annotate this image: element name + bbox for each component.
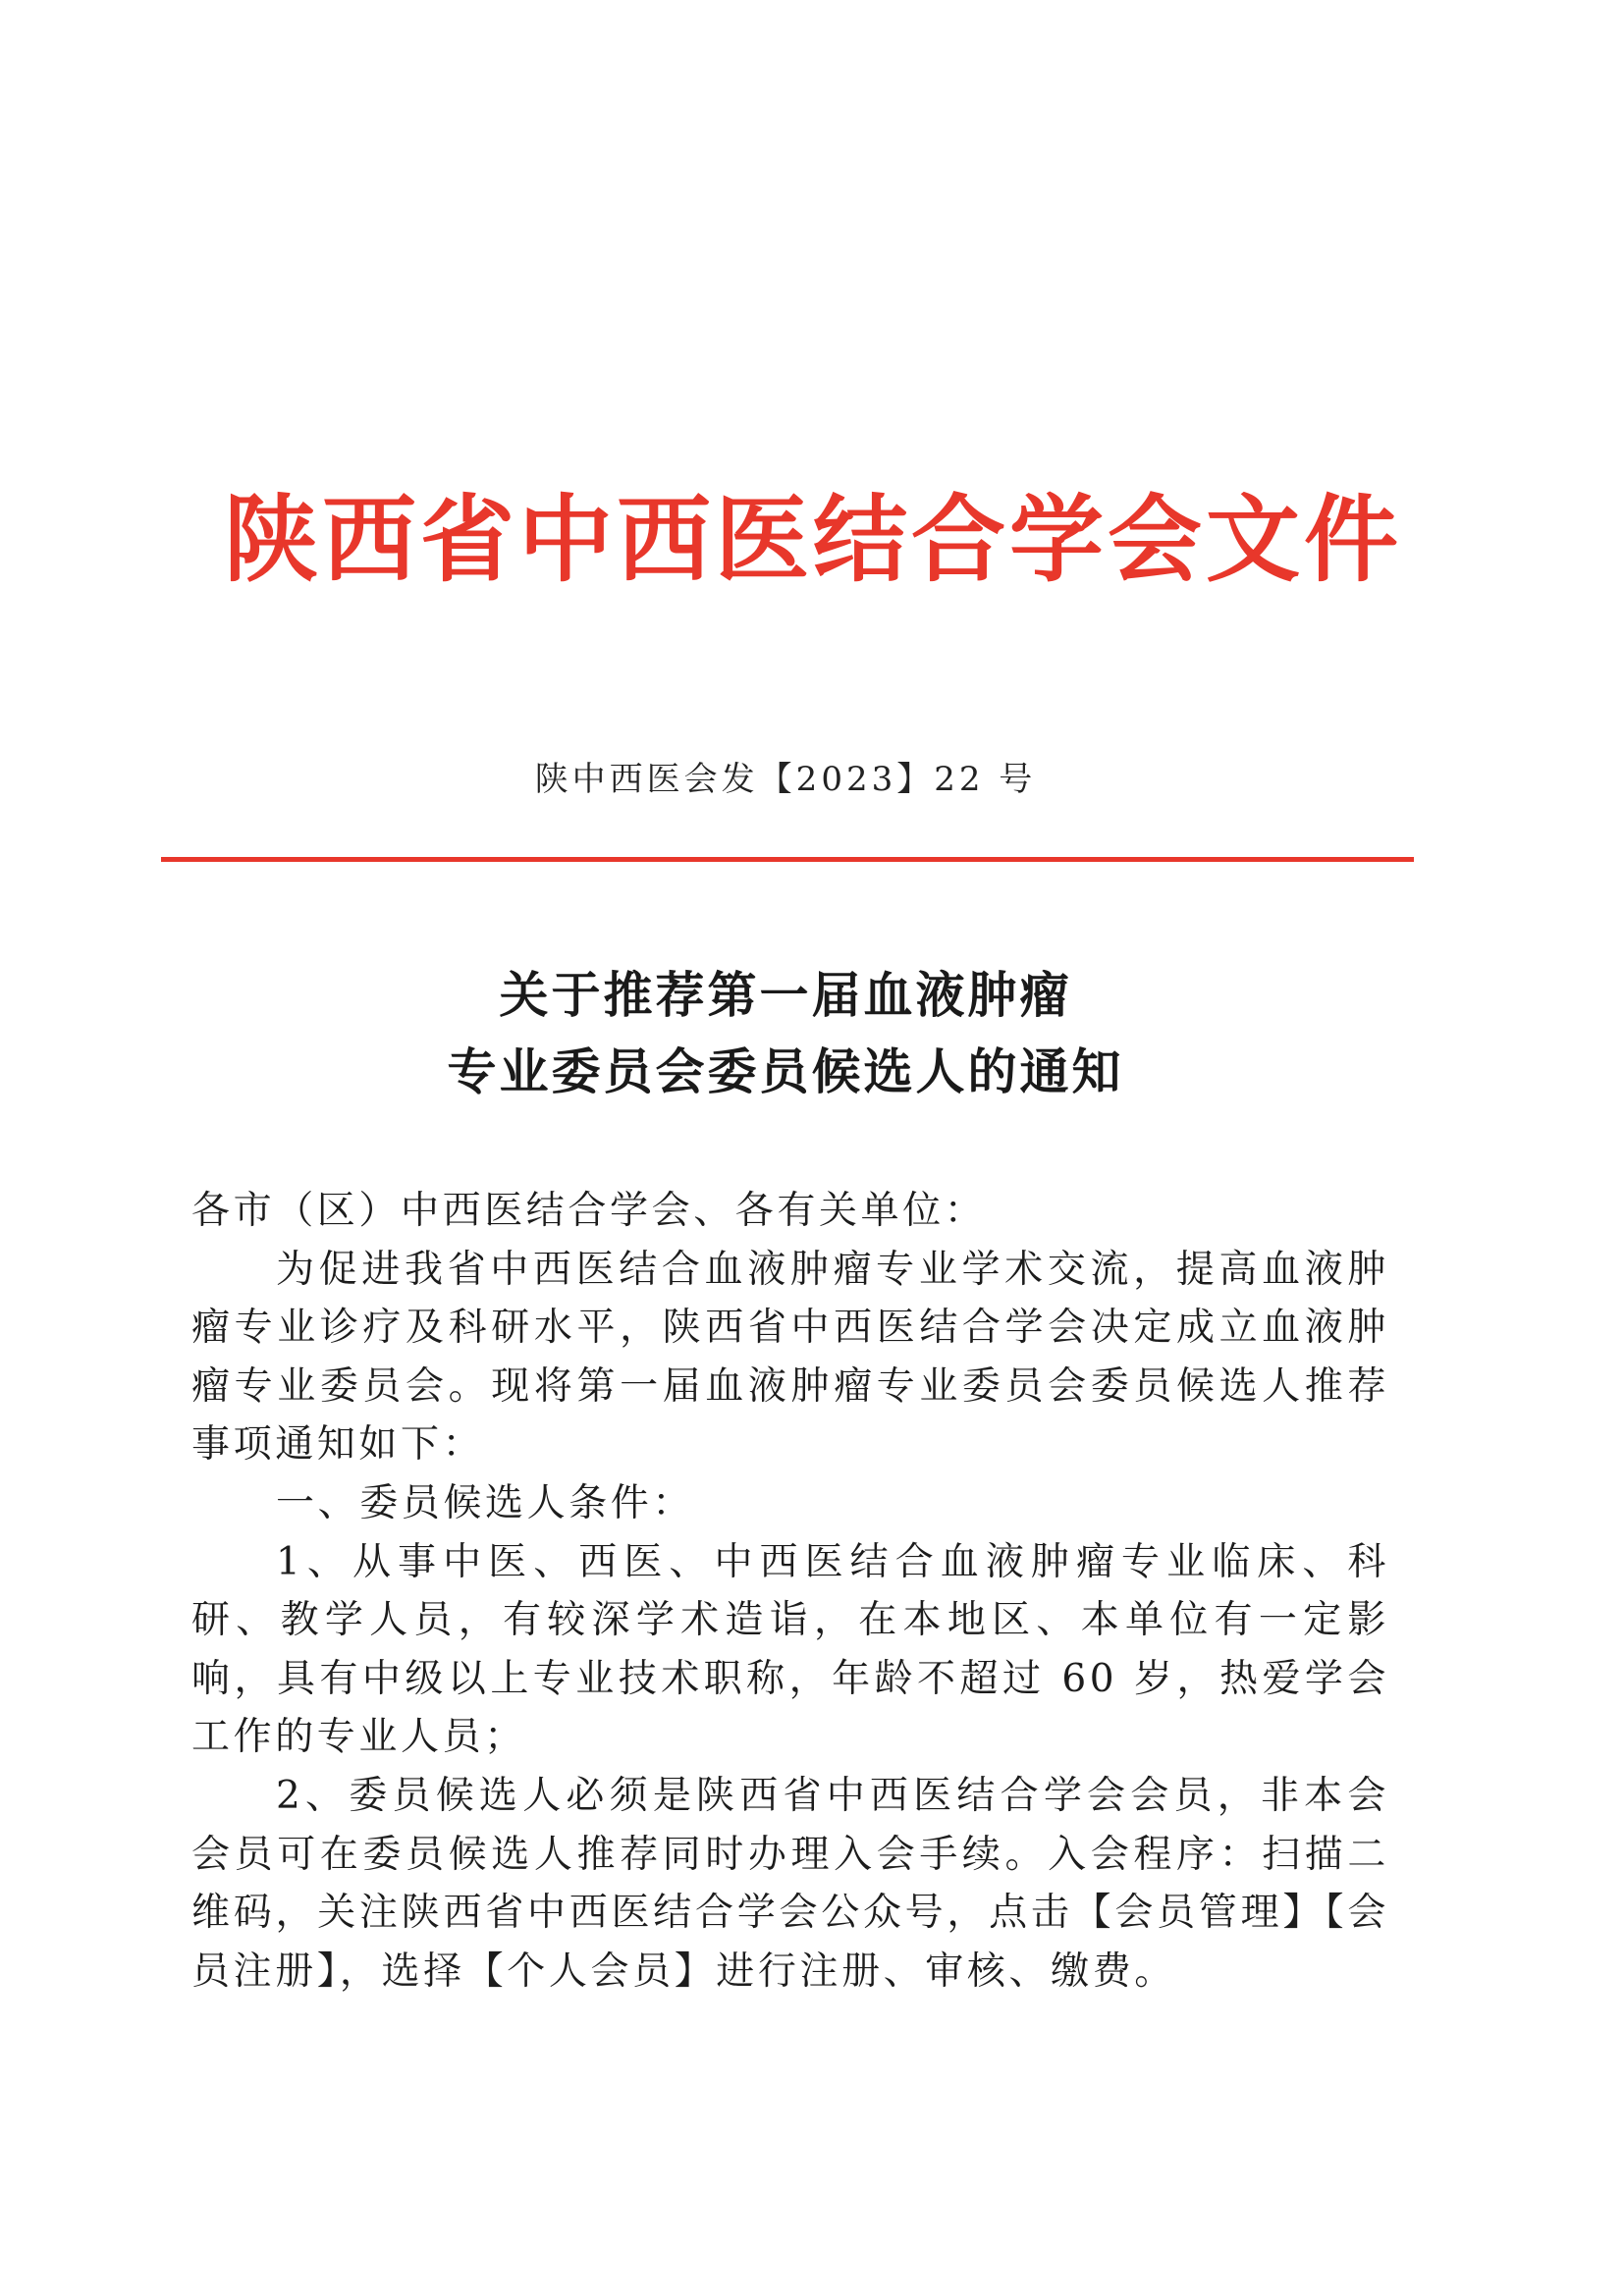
section-heading: 一、委员候选人条件： <box>276 1480 695 1525</box>
intro-paragraph: 为促进我省中西医结合血液肿瘤专业学术交流，提高血液肿瘤专业诊疗及科研水平，陕西省中西医结合学会决定成立血液肿瘤专业委员会。现将第一届血液肿瘤专业委员会委员候选人推荐事项通知如下： <box>191 1247 1389 1468</box>
document-body <box>191 1182 1389 2001</box>
title-line-2: 专业委员会委员候选人的通知 <box>447 1042 1124 1100</box>
salutation: 各市（区）中西医结合学会、各有关单位： <box>191 1189 987 1233</box>
condition-item-2: 2、委员候选人必须是陕西省中西医结合学会会员，非本会会员可在委员候选人推荐同时办理入会手续。入会程序：扫描二维码，关注陕西省中西医结合学会公众号，点击【会员管理】【会员注册】，选择【个人会员】进行注册、审核、缴费。 <box>191 1773 1389 1994</box>
title-line-1: 关于推荐第一届血液肿瘤 <box>499 966 1072 1024</box>
document-title <box>157 957 1414 1110</box>
red-divider <box>161 857 1414 862</box>
condition-item-1: 1、从事中医、西医、中西医结合血液肿瘤专业临床、科研、教学人员，有较深学术造诣，在本地区、本单位有一定影响，具有中级以上专业技术职称，年龄不超过 60 岁，热爱学会工作的专业人员； <box>191 1539 1389 1760</box>
document-number: 陕中西医会发【2023】22 号 <box>534 760 1037 799</box>
org-header: 陕西省中西医结合学会文件 <box>224 484 1402 595</box>
